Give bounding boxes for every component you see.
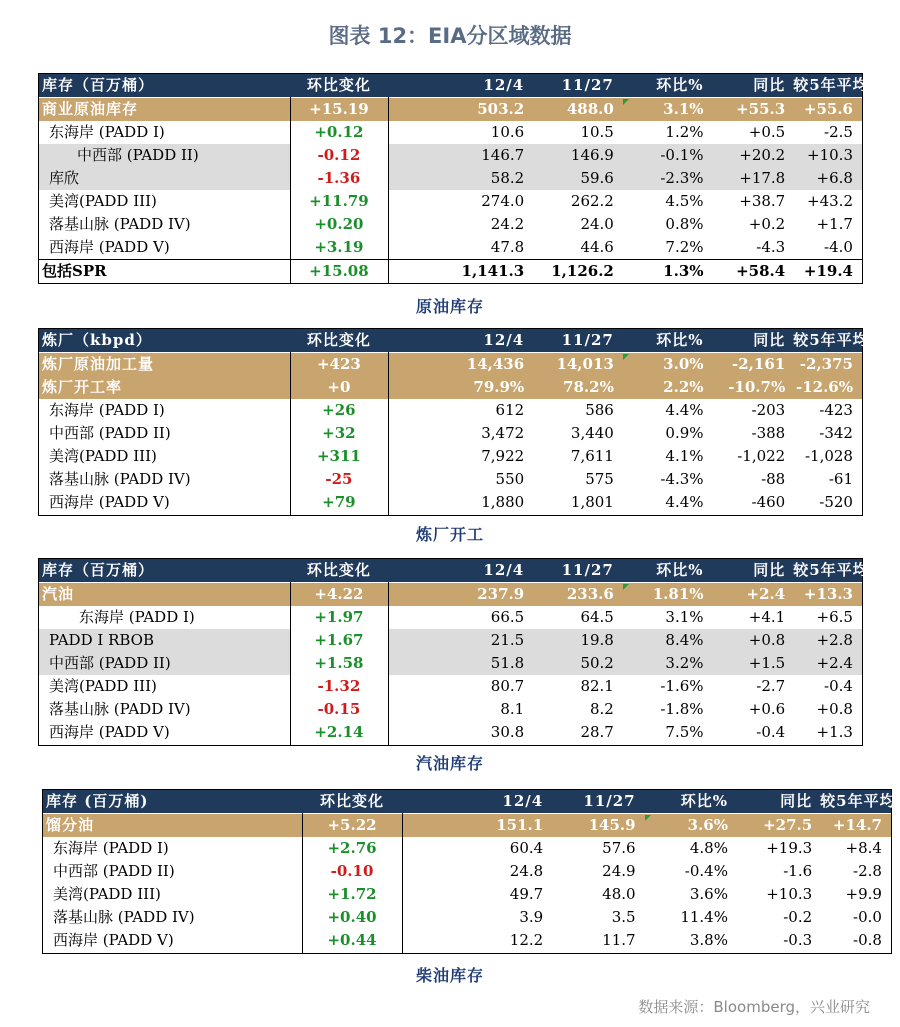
table-cell: 1.3% <box>663 262 704 280</box>
table-cell: +2.8 <box>816 631 853 649</box>
table-cell: 11.4% <box>680 908 728 926</box>
table-cell: 24.0 <box>580 215 614 233</box>
table-cell: 1,141.3 <box>461 262 525 280</box>
table-cell: 8.2 <box>590 700 614 718</box>
table-cell: +0.8 <box>816 700 853 718</box>
table-row <box>39 259 862 283</box>
table-cell: 49.7 <box>509 885 544 903</box>
table-row <box>39 236 862 259</box>
comment-marker-icon <box>645 815 651 821</box>
table-cell: 24.2 <box>490 215 525 233</box>
table-cell: 60.4 <box>509 839 544 857</box>
table-row <box>39 652 862 675</box>
table-cell: -12.6% <box>795 378 853 396</box>
row-label: 落基山脉 (PADD IV) <box>53 908 195 926</box>
table-cell: +0.44 <box>327 931 377 949</box>
table-row <box>39 422 862 445</box>
table-cell: +0.5 <box>748 123 786 141</box>
row-label: 东海岸 (PADD I) <box>49 123 165 141</box>
table-cell: 233.6 <box>566 585 614 603</box>
table-cell: 14,436 <box>466 355 525 373</box>
column-header: 同比 <box>753 76 786 94</box>
table-header-row <box>39 329 869 352</box>
table-row <box>39 376 862 399</box>
table-cell: -2,161 <box>732 355 786 373</box>
table-cell: 3.2% <box>665 654 704 672</box>
table-cell: 145.9 <box>588 816 636 834</box>
row-label: 美湾(PADD III) <box>49 677 157 695</box>
table-cell: 488.0 <box>566 100 614 118</box>
table-row <box>43 860 891 883</box>
table-cell: 1,880 <box>481 493 525 511</box>
table-cell: +26 <box>322 401 356 419</box>
table-cell: +0.20 <box>314 215 364 233</box>
column-divider <box>402 813 403 953</box>
table-cell: -2,375 <box>799 355 853 373</box>
table-cell: +43.2 <box>807 192 853 210</box>
table-cell: -203 <box>751 401 786 419</box>
table-cell: +38.7 <box>739 192 786 210</box>
column-header: 同比 <box>753 331 786 349</box>
table-cell: 11.7 <box>602 931 636 949</box>
row-label: 落基山脉 (PADD IV) <box>49 215 191 233</box>
table-cell: -1.36 <box>290 167 388 190</box>
table-cell: 1.81% <box>652 585 704 603</box>
table-cell: -1,022 <box>737 447 786 465</box>
column-header: 11/27 <box>561 76 614 94</box>
table-cell: +58.4 <box>736 262 786 280</box>
column-header: 较5年平均 <box>793 76 869 94</box>
table-row <box>39 167 862 190</box>
table-cell: -0.1% <box>660 146 704 164</box>
table-cell: +423 <box>316 355 361 373</box>
page-title: 图表 12：EIA分区域数据 <box>328 24 572 48</box>
table-cell: +19.4 <box>803 262 853 280</box>
row-label: 美湾(PADD III) <box>53 885 161 903</box>
table-cell: 146.9 <box>570 146 614 164</box>
table-cell: 78.2% <box>563 378 614 396</box>
table-cell: 3,472 <box>481 424 525 442</box>
table-row <box>39 445 862 468</box>
table-cell: 612 <box>495 401 525 419</box>
table-cell: 59.6 <box>580 169 614 187</box>
table-cell: 44.6 <box>580 238 614 256</box>
column-divider <box>290 582 291 745</box>
table-cell: 8.4% <box>665 631 704 649</box>
table-cell: +1.72 <box>327 885 377 903</box>
table-cell: +6.8 <box>816 169 853 187</box>
table-cell: 12.2 <box>509 931 544 949</box>
table-cell: 3.5 <box>611 908 636 926</box>
row-label: 汽油 <box>42 585 75 603</box>
row-label: 落基山脉 (PADD IV) <box>49 700 191 718</box>
table-cell: -10.7% <box>728 378 786 396</box>
table-cell: 575 <box>585 470 614 488</box>
data-table <box>38 328 869 516</box>
table-cell: 3.8% <box>689 931 728 949</box>
row-label: 东海岸 (PADD I) <box>49 401 165 419</box>
source-note: 数据来源：Bloomberg，兴业研究 <box>638 998 870 1016</box>
table-cell: 4.4% <box>665 401 704 419</box>
table-cell: 21.5 <box>490 631 525 649</box>
column-header: 12/4 <box>502 792 544 810</box>
table-cell: -423 <box>819 401 853 419</box>
table-cell: +17.8 <box>739 169 786 187</box>
column-header: 环比% <box>680 792 728 810</box>
data-table <box>38 558 869 746</box>
column-header: 环比变化 <box>306 331 371 349</box>
table-cell: -2.7 <box>756 677 786 695</box>
table-cell: +14.7 <box>832 816 882 834</box>
column-divider <box>290 352 291 515</box>
table-row <box>39 606 862 629</box>
row-label: 西海岸 (PADD V) <box>49 493 170 511</box>
row-label: 美湾(PADD III) <box>49 447 157 465</box>
table-row <box>39 629 862 652</box>
table-cell: +1.97 <box>314 608 364 626</box>
table-row <box>39 675 862 698</box>
table-cell: +0.2 <box>748 215 786 233</box>
table-cell: 4.1% <box>665 447 704 465</box>
table-cell: 151.1 <box>496 816 544 834</box>
table-cell: -0.0 <box>853 908 882 926</box>
table-cell: +2.14 <box>314 723 364 741</box>
table-cell: +4.1 <box>748 608 786 626</box>
column-divider <box>290 97 291 283</box>
column-header: 较5年平均 <box>793 331 869 349</box>
table-cell: +13.3 <box>803 585 853 603</box>
table-cell: 64.5 <box>580 608 614 626</box>
table-cell: +0.12 <box>314 123 364 141</box>
table-cell: 82.1 <box>580 677 614 695</box>
table-row <box>43 883 891 906</box>
table-header-row <box>39 559 869 582</box>
table-row <box>39 98 862 121</box>
table-cell: 274.0 <box>481 192 525 210</box>
table-cell: +9.9 <box>845 885 882 903</box>
table-cell: +1.5 <box>748 654 786 672</box>
table-cell: 0.8% <box>665 215 704 233</box>
column-header: 12/4 <box>483 331 525 349</box>
table-cell: -0.12 <box>290 144 388 167</box>
table-cell: 10.6 <box>490 123 525 141</box>
column-header: 11/27 <box>561 331 614 349</box>
table-cell: +27.5 <box>763 816 813 834</box>
column-header: 12/4 <box>483 76 525 94</box>
table-cell: 14,013 <box>556 355 614 373</box>
table-cell: -0.4 <box>756 723 786 741</box>
table-cell: 1,126.2 <box>551 262 614 280</box>
table-cell: +2.76 <box>327 839 377 857</box>
column-divider <box>388 97 389 283</box>
comment-marker-icon <box>623 99 629 105</box>
table-cell: 1.2% <box>665 123 704 141</box>
row-label: 东海岸 (PADD I) <box>79 608 195 626</box>
table-row <box>43 929 891 952</box>
column-header: 较5年平均 <box>820 792 896 810</box>
table-row <box>39 353 862 376</box>
table-cell: +15.08 <box>309 262 369 280</box>
table-cell: 19.8 <box>580 631 614 649</box>
row-label: 落基山脉 (PADD IV) <box>49 470 191 488</box>
table-cell: +79 <box>322 493 356 511</box>
column-divider <box>388 352 389 515</box>
table-caption: 柴油库存 <box>415 966 484 985</box>
table-cell: -4.0 <box>824 238 853 256</box>
table-cell: +311 <box>316 447 361 465</box>
table-cell: -2.5 <box>824 123 853 141</box>
table-row <box>43 906 891 929</box>
column-header: 11/27 <box>561 561 614 579</box>
table-cell: 7.5% <box>665 723 704 741</box>
table-cell: 7,922 <box>481 447 525 465</box>
table-cell: -0.8 <box>853 931 882 949</box>
table-cell: 47.8 <box>490 238 525 256</box>
table-cell: +8.4 <box>845 839 882 857</box>
table-cell: +19.3 <box>766 839 813 857</box>
table-cell: +1.58 <box>290 652 388 675</box>
row-label: 西海岸 (PADD V) <box>49 238 170 256</box>
row-label: 包括SPR <box>42 262 107 280</box>
table-cell: 10.5 <box>580 123 614 141</box>
table-cell: +5.22 <box>327 816 377 834</box>
row-label: 商业原油库存 <box>42 100 139 118</box>
table-caption: 汽油库存 <box>415 754 484 773</box>
table-cell: -4.3 <box>756 238 786 256</box>
column-header: 11/27 <box>583 792 636 810</box>
table-cell: 3.0% <box>663 355 704 373</box>
table-row <box>39 121 862 144</box>
table-cell: 262.2 <box>570 192 614 210</box>
table-cell: -0.10 <box>330 862 374 880</box>
column-header: 环比变化 <box>320 792 385 810</box>
table-cell: 7.2% <box>665 238 704 256</box>
column-header: 同比 <box>753 561 786 579</box>
column-header: 环比% <box>656 561 704 579</box>
table-cell: -25 <box>325 470 353 488</box>
table-cell: 30.8 <box>490 723 525 741</box>
table-row <box>39 213 862 236</box>
table-row <box>43 837 891 860</box>
table-cell: +55.3 <box>736 100 786 118</box>
table-cell: +20.2 <box>739 146 786 164</box>
table-cell: 48.0 <box>602 885 636 903</box>
table-cell: 237.9 <box>477 585 525 603</box>
table-cell: -0.15 <box>317 700 361 718</box>
table-cell: +1.3 <box>816 723 853 741</box>
column-header: 环比变化 <box>306 561 371 579</box>
table-cell: +0.40 <box>327 908 377 926</box>
column-header: 12/4 <box>483 561 525 579</box>
column-header: 库存 (百万桶) <box>46 792 149 810</box>
table-cell: -0.2 <box>783 908 813 926</box>
table-cell: -0.4% <box>684 862 728 880</box>
table-cell: 80.7 <box>490 677 525 695</box>
table-cell: 28.7 <box>580 723 614 741</box>
table-cell: 550 <box>495 470 525 488</box>
table-cell: 4.5% <box>665 192 704 210</box>
column-header: 较5年平均 <box>793 561 869 579</box>
table-cell: +10.3 <box>807 146 853 164</box>
table-cell: -0.4 <box>824 677 853 695</box>
table-cell: +55.6 <box>803 100 853 118</box>
table-row <box>39 698 862 721</box>
table-row <box>39 468 862 491</box>
table-cell: +3.19 <box>314 238 364 256</box>
table-header-row <box>43 790 896 813</box>
table-cell: -388 <box>751 424 786 442</box>
table-cell: 3.6% <box>689 885 728 903</box>
column-divider <box>302 813 303 953</box>
table-header-row <box>39 74 869 97</box>
row-label: 东海岸 (PADD I) <box>53 839 169 857</box>
table-cell: 3,440 <box>570 424 614 442</box>
table-cell: +10.3 <box>766 885 813 903</box>
table-cell: -2.8 <box>853 862 882 880</box>
row-label: 炼厂开工率 <box>42 378 123 396</box>
row-label: PADD I RBOB <box>49 631 154 649</box>
row-label: 馏分油 <box>46 816 95 834</box>
table-cell: +0.6 <box>748 700 786 718</box>
table-cell: +32 <box>322 424 356 442</box>
table-cell: +1.7 <box>816 215 853 233</box>
row-label: 炼厂原油加工量 <box>42 355 155 373</box>
table-cell: +6.5 <box>816 608 853 626</box>
table-cell: +0.8 <box>748 631 786 649</box>
table-row <box>39 491 862 514</box>
row-label: 中西部 (PADD II) <box>49 654 171 672</box>
column-divider <box>388 582 389 745</box>
table-cell: 50.2 <box>580 654 614 672</box>
table-row <box>39 144 862 167</box>
table-cell: -0.3 <box>783 931 813 949</box>
table-cell: 7,611 <box>570 447 614 465</box>
table-cell: 24.8 <box>509 862 544 880</box>
data-table <box>42 789 896 954</box>
table-row <box>39 399 862 422</box>
table-cell: -1.6% <box>660 677 704 695</box>
table-cell: -1.6 <box>783 862 813 880</box>
column-header: 环比% <box>656 331 704 349</box>
table-cell: -61 <box>828 470 853 488</box>
row-label: 库欣 <box>49 169 80 187</box>
table-row <box>39 721 862 744</box>
column-header: 同比 <box>780 792 813 810</box>
table-cell: -2.3% <box>660 169 704 187</box>
table-caption: 原油库存 <box>415 297 484 316</box>
table-cell: 3.6% <box>687 816 728 834</box>
table-cell: 4.8% <box>689 839 728 857</box>
table-cell: 3.9 <box>519 908 544 926</box>
column-header: 库存（百万桶） <box>42 76 155 94</box>
row-label: 西海岸 (PADD V) <box>53 931 174 949</box>
table-cell: 66.5 <box>490 608 525 626</box>
table-cell: 58.2 <box>490 169 525 187</box>
table-cell: 3.1% <box>663 100 704 118</box>
row-label: 西海岸 (PADD V) <box>49 723 170 741</box>
table-cell: -1,028 <box>804 447 853 465</box>
row-label: 中西部 (PADD II) <box>53 862 175 880</box>
table-cell: 79.9% <box>473 378 525 396</box>
table-cell: -460 <box>751 493 786 511</box>
table-cell: -520 <box>819 493 853 511</box>
table-cell: +1.67 <box>290 629 388 652</box>
table-row <box>39 190 862 213</box>
table-cell: -1.32 <box>317 677 361 695</box>
column-header: 库存（百万桶） <box>42 561 155 579</box>
comment-marker-icon <box>623 584 629 590</box>
table-cell: 4.4% <box>665 493 704 511</box>
row-label: 中西部 (PADD II) <box>49 424 171 442</box>
table-cell: +4.22 <box>314 585 364 603</box>
column-header: 环比变化 <box>306 76 371 94</box>
table-row <box>43 814 891 837</box>
column-header: 炼厂（kbpd） <box>42 331 152 349</box>
table-cell: 586 <box>585 401 614 419</box>
table-cell: 503.2 <box>477 100 525 118</box>
row-label: 中西部 (PADD II) <box>77 146 199 164</box>
table-cell: +2.4 <box>816 654 853 672</box>
table-cell: -88 <box>761 470 786 488</box>
table-cell: +0 <box>327 378 351 396</box>
table-cell: 8.1 <box>500 700 525 718</box>
table-cell: -1.8% <box>660 700 704 718</box>
table-cell: 0.9% <box>665 424 704 442</box>
table-cell: 24.9 <box>602 862 636 880</box>
comment-marker-icon <box>623 354 629 360</box>
table-cell: -4.3% <box>660 470 704 488</box>
table-cell: 57.6 <box>602 839 636 857</box>
table-cell: 3.1% <box>665 608 704 626</box>
table-cell: -342 <box>819 424 853 442</box>
table-cell: +15.19 <box>309 100 369 118</box>
row-label: 美湾(PADD III) <box>49 192 157 210</box>
table-cell: 2.2% <box>663 378 704 396</box>
column-header: 环比% <box>656 76 704 94</box>
table-cell: 146.7 <box>481 146 525 164</box>
table-cell: +11.79 <box>309 192 369 210</box>
table-row <box>39 583 862 606</box>
table-cell: 51.8 <box>490 654 525 672</box>
table-cell: 1,801 <box>570 493 614 511</box>
table-caption: 炼厂开工 <box>415 525 484 544</box>
table-cell: +2.4 <box>746 585 786 603</box>
data-table <box>38 73 869 284</box>
